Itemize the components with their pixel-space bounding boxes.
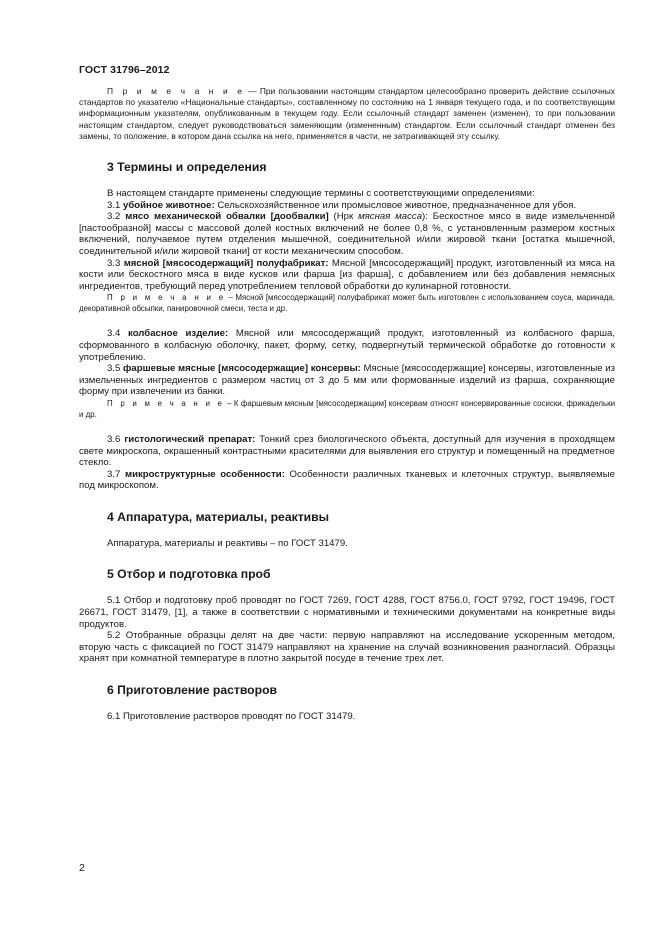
term-name: колбасное изделие: <box>128 328 229 340</box>
page-number: 2 <box>79 862 85 874</box>
term-number: 3.4 <box>107 328 129 340</box>
note-label: П р и м е ч а н и е <box>107 293 226 303</box>
term-number: 3.7 <box>107 468 125 480</box>
term-definition: Тонкий срез биологического объекта, доступный для изучения в проходящем свете микроскопа, окрашенный контрастными красителями для выявления его структур и помещенный на предметное стекло. <box>79 433 615 469</box>
term-name: мясо механической обвалки [дообвалки] <box>125 211 329 223</box>
intro-note <box>79 86 615 142</box>
note-text: – Мясной [мясосодержащий] полуфабрикат может быть изготовлен с использованием соуса, маринада, декоративной обсыпки, панировочной смеси, теста и др. <box>79 293 615 314</box>
term-number: 3.1 <box>107 199 124 211</box>
term-prefix: (Нрк <box>328 211 359 223</box>
term-name: микроструктурные особенности: <box>124 468 285 480</box>
document-body <box>79 86 615 723</box>
term-number: 3.6 <box>107 433 125 445</box>
term-name: гистологический препарат: <box>124 433 256 445</box>
term-definition: ): Бескостное мясо в виде измельченной [пастообразной] массы с массовой долей костных включений не более 0,8 %, с установленным размером костных включений, получаемое путем отделения мышечной, соединительной и/или жировой ткани [остатка мышечной, соединительной и/или жировой ткани] от кости механическим способом. <box>79 211 615 257</box>
term-name: фаршевые мясные [мясосодержащие] консервы: <box>123 363 361 375</box>
term-number: 3.5 <box>107 363 124 375</box>
note-3-3 <box>79 292 615 314</box>
term-number: 3.3 <box>107 257 124 269</box>
term-number: 3.2 <box>107 211 126 223</box>
paragraph-5-1: 5.1 Отбор и подготовку проб проводят по ГОСТ 7269, ГОСТ 4288, ГОСТ 8756.0, ГОСТ 9792, ГОСТ 19496, ГОСТ 26671, ГОСТ 31479, [1], а также в соответствии с нормативными и техническими документами на конкретные виды продуктов. <box>79 595 615 630</box>
document-header: ГОСТ 31796–2012 <box>79 64 170 76</box>
section-3-intro: В настоящем стандарте применены следующие термины с соответствующими определениями: <box>107 188 535 200</box>
term-name: убойное животное: <box>123 199 215 211</box>
term-definition: Мясной [мясосодержащий] продукт, изготовленный из мяса на кости или бескостного мяса в виде кусков или фарша [из фарша], с добавлением или без добавления немясных ингредиентов, требующий перед употреблением тепловой обработки до кулинарной готовности. <box>79 257 615 292</box>
term-3-2 <box>79 211 615 257</box>
note-text: – К фаршевым мясным [мясосодержащим] консервам относят консервированные сосиски, фрикадельки и др. <box>79 398 615 419</box>
term-3-1 <box>79 200 615 212</box>
term-3-7 <box>79 469 615 492</box>
section-5-title: 5 Отбор и подготовка проб <box>107 567 271 582</box>
term-definition: Сельскохозяйственное или промысловое животное, предназначенное для убоя. <box>214 199 577 211</box>
section-6-title: 6 Приготовление растворов <box>107 683 278 698</box>
term-definition: Мясной или мясосодержащий продукт, изготовленный из колбасного фарша, сформованного в колбасную оболочку, пакет, форму, сетку, подвергнутый термической обработке до готовности к употреблению. <box>79 328 615 363</box>
term-alternative: мясная масса <box>358 211 423 223</box>
term-name: мясной [мясосодержащий] полуфабрикат: <box>123 257 329 269</box>
note-text: — При пользовании настоящим стандартом целесообразно проверить действие ссылочных стандартов по указателю «Национальные стандарты», составленному по состоянию на 1 января текущего года, и по соответствующим информационным указателям, опубликованным в текущем году. Если ссылочный стандарт заменен (изменен), то при пользовании настоящим стандартом, следует руководствоваться заменяющим (измененным) стандартом. Если ссылочный стандарт отменен без замены, то положение, в котором дана ссылка на него, применяется в части, не затрагивающей эту ссылку. <box>79 86 615 141</box>
section-3-title: 3 Термины и определения <box>107 160 267 175</box>
paragraph-6-1: 6.1 Приготовление растворов проводят по ГОСТ 31479. <box>107 711 356 723</box>
section-4-title: 4 Аппаратура, материалы, реактивы <box>107 509 330 524</box>
paragraph-5-2: 5.2 Отобранные образцы делят на две части: первую направляют на исследование ускоренным методом, вторую часть с фиксацией по ГОСТ 31479 направляют на хранение на случай возникновения разногласий. Образцы хранят при комнатной температуре в плотно закрытой посуде в течение трех лет. <box>79 630 615 665</box>
note-3-5 <box>79 398 615 420</box>
term-definition: Мясные [мясосодержащие] консервы, изготовленные из измельченных ингредиентов с размером частиц от 3 до 5 мм или формованные изделий из фарша, сохраняющие форму при извлечении из банки. <box>79 363 615 398</box>
section-4-text: Аппаратура, материалы и реактивы – по ГОСТ 31479. <box>107 537 348 549</box>
term-3-3 <box>79 258 615 293</box>
note-label: П р и м е ч а н и е <box>107 86 246 96</box>
term-3-6 <box>79 434 615 469</box>
term-definition: Особенности различных тканевых и клеточных структур, выявляемые под микроскопом. <box>79 468 615 492</box>
term-3-5 <box>79 363 615 398</box>
term-3-4 <box>79 328 615 363</box>
note-label: П р и м е ч а н и е <box>107 398 225 408</box>
